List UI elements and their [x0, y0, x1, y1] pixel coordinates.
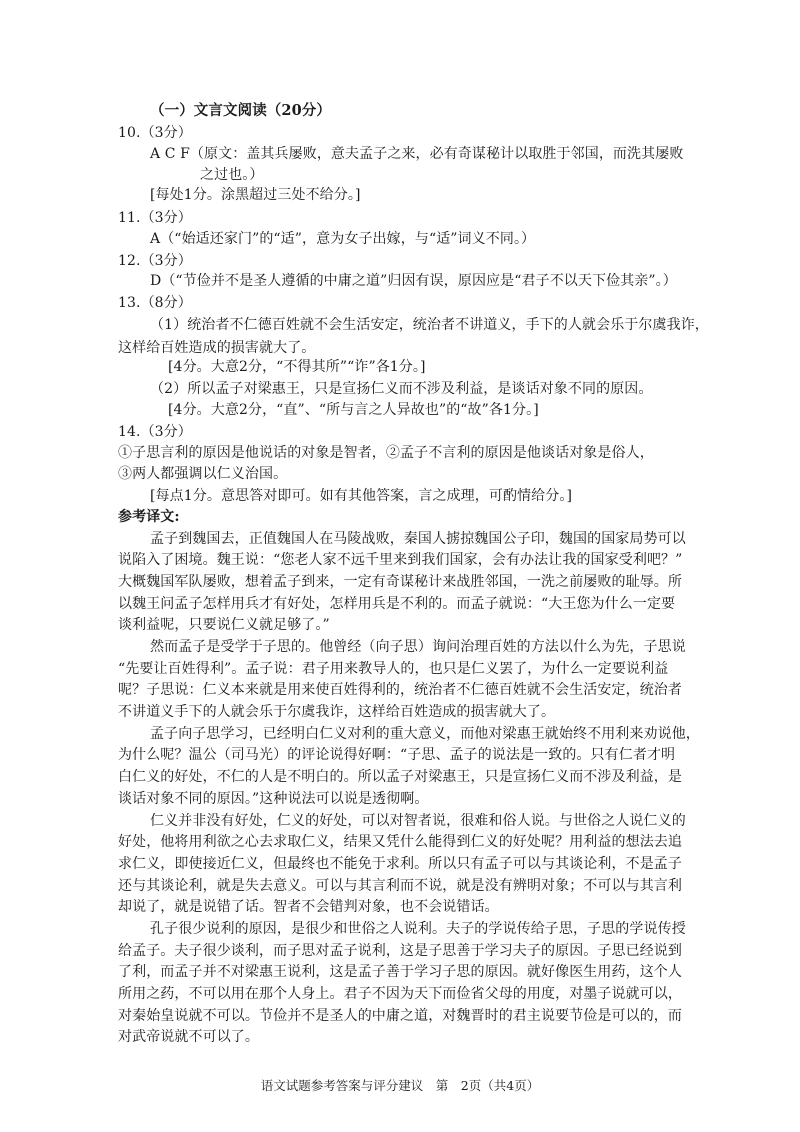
translation-line: 对武帝说就不可以了。: [118, 1029, 259, 1045]
translation-line: 对秦始皇说就不可以。节俭并不是圣人的中庸之道，对魏晋时的君主说要节俭是可以的，而: [118, 1008, 682, 1024]
q13-heading: 13.（8分）: [118, 295, 192, 311]
translation-line: 却说了，就是说错了话。智者不会错判对象，也不会说错话。: [118, 899, 499, 915]
q13-part1-note: [4分。大意2分，“不得其所”“诈”各1分。]: [168, 359, 426, 375]
translation-line: 谈利益呢，只要说仁义就足够了。”: [118, 617, 330, 633]
q11-heading: 11.（3分）: [118, 210, 192, 226]
translation-line: 说陷入了困境。魏王说：“您老人家不远千里来到我们国家，会有办法让我的国家受利吧？”: [118, 552, 683, 568]
translation-line: 为什么呢？温公（司马光）的评论说得好啊：“子思、孟子的说法是一致的。只有仁者才明: [118, 747, 676, 763]
translation-line: 白仁义的好处，不仁的人是不明白的。所以孟子对梁惠王，只是宣扬仁义而不涉及利益，是: [118, 769, 682, 785]
translation-line: 大概魏国军队屡败，想着孟子到来，一定有奇谋秘计来战胜邻国，一洗之前屡败的耻辱。所: [118, 574, 682, 590]
translation-line: 还与其谈论利，就是失去意义。可以与其言利而不说，就是没有辨明对象；不可以与其言利: [118, 878, 682, 894]
translation-line: 以魏王问孟子怎样用兵才有好处，怎样用兵是不利的。而孟子就说：“大王您为什么一定要: [118, 596, 676, 612]
translation-line: “先要让百姓得利”。孟子说：君子用来教导人的，也只是仁义罢了，为什么一定要说利益: [118, 661, 669, 677]
q10-answer-line-1: A C F（原文：盖其兵屡败，意夫孟子之来，必有奇谋秘计以取胜于邻国，而洗其屡败: [150, 146, 684, 162]
q13-part1-line-2: 这样给百姓造成的损害就大了。: [118, 340, 316, 356]
translation-line: 然而孟子是受学于子思的。他曾经（向子思）询问治理百姓的方法以什么为先，子思说: [150, 639, 686, 655]
q13-part2: （2）所以孟子对梁惠王，只是宣扬仁义而不涉及利益，是谈话对象不同的原因。: [150, 381, 653, 397]
translation-line: 孔子很少说利的原因，是很少和世俗之人说利。夫子的学说传给子思，子思的学说传授: [150, 921, 686, 937]
translation-line: 呢？子思说：仁义本来就是用来使百姓得利的，统治者不仁德百姓就不会生活安定，统治者: [118, 682, 682, 698]
translation-line: 孟子向子思学习，已经明白仁义对利的重大意义，而他对梁惠王就始终不用利来劝说他，: [150, 726, 700, 742]
translation-line: 给孟子。夫子很少谈利，而子思对孟子说利，这是子思善于学习夫子的原因。子思已经说到: [118, 943, 682, 959]
q10-scoring-note: [每处1分。涂黑超过三处不给分。]: [150, 187, 361, 203]
translation-line: 了利，而孟子并不对梁惠王说利，这是孟子善于学习子思的原因。就好像医生用药，这个人: [118, 964, 682, 980]
translation-line: 谈话对象不同的原因。”这种说法可以说是透彻啊。: [118, 791, 429, 807]
page-footer: 语文试题参考答案与评分建议 第 2页（共4页）: [260, 1078, 540, 1093]
translation-line: 不讲道义手下的人就会乐于尔虞我诈，这样给百姓造成的损害就大了。: [118, 704, 556, 720]
section-title: （一）文言文阅读（20分）: [150, 102, 331, 119]
q14-answer-line-1: ①子思言利的原因是他说话的对象是智者，②孟子不言利的原因是他谈话对象是俗人，: [118, 445, 654, 461]
q13-part2-note: [4分。大意2分，“直”、“所与言之人异故也”的“故”各1分。]: [168, 402, 539, 418]
q11-answer: A（“始适还家门”的“适”，意为女子出嫁，与“适”词义不同。）: [150, 231, 536, 247]
translation-line: 求仁义，即使接近仁义，但最终也不能免于求利。所以只有孟子可以与其谈论利，不是孟子: [118, 856, 682, 872]
q12-answer: D（“节俭并不是圣人遵循的中庸之道”归因有误，原因应是“君子不以天下俭其亲”。）: [150, 273, 677, 289]
translation-line: 孟子到魏国去，正值魏国人在马陵战败，秦国人掳掠魏国公子印，魏国的国家局势可以: [150, 531, 686, 547]
translation-line: 所用之药，不可以用在那个人身上。君子不因为天下而俭省父母的用度，对墨子说就可以，: [118, 986, 682, 1002]
q14-heading: 14.（3分）: [118, 424, 192, 440]
translation-heading: 参考译文:: [118, 509, 180, 525]
translation-line: 仁义并非没有好处，仁义的好处，可以对智者说，很难和俗人说。与世俗之人说仁义的: [150, 813, 686, 829]
q10-heading: 10.（3分）: [118, 125, 192, 141]
translation-line: 好处，他将用利欲之心去求取仁义，结果又凭什么能得到仁义的好处呢？用利益的想法去追: [118, 834, 682, 850]
q12-heading: 12.（3分）: [118, 253, 192, 269]
q14-scoring-note: [每点1分。意思答对即可。如有其他答案，言之成理，可酌情给分。]: [150, 488, 573, 504]
q13-part1-line-1: （1）统治者不仁德百姓就不会生活安定，统治者不讲道义，手下的人就会乐于尔虞我诈，: [150, 317, 709, 333]
q10-answer-line-2: 之过也。）: [200, 167, 264, 183]
q14-answer-line-2: ③两人都强调以仁义治国。: [118, 466, 288, 482]
